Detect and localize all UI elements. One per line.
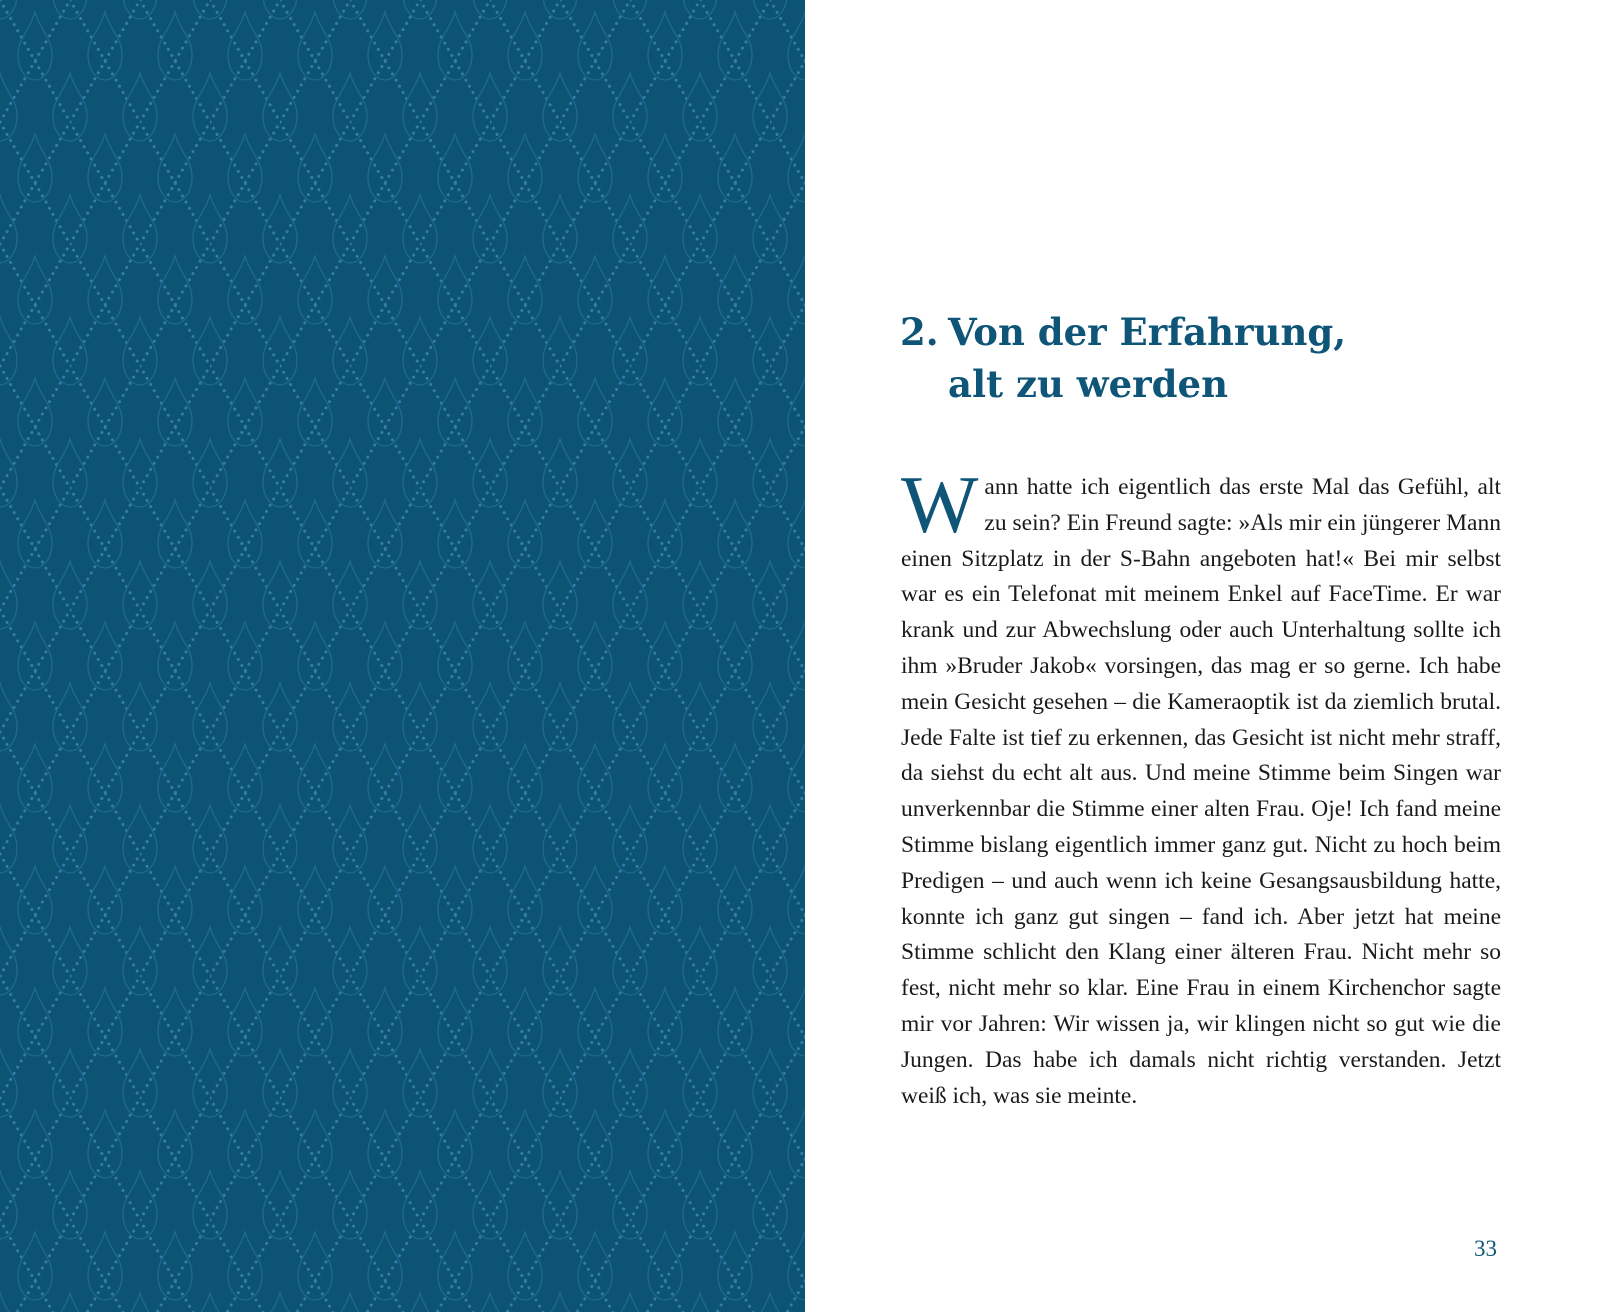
drop-cap: W (901, 459, 979, 550)
chapter-title-line1: Von der Erfahrung, (948, 310, 1347, 354)
chapter-number: 2. (900, 310, 939, 354)
body-paragraph-text: ann hatte ich eigentlich das erste Mal das Gefühl, alt zu sein? Ein Freund sagte: »Als mir ein jüngerer Mann einen Sitzplatz in der S-Bahn angeboten hat!« Bei mir selbst war es ein Telefonat mit meinem Enkel auf FaceTime. Er war krank und zur Abwechslung oder auch Unterhaltung sollte ich ihm »Bruder Jakob« vorsingen, das mag er so gerne. Ich habe mein Gesicht gesehen – die Kameraoptik ist da ziemlich brutal. Jede Falte ist tief zu erkennen, das Gesicht ist nicht mehr straff, da siehst du echt alt aus. Und meine Stimme beim Singen war unverkennbar die Stimme einer alten Frau. Oje! Ich fand meine Stimme bislang eigentlich immer ganz gut. Nicht zu hoch beim Predigen – und auch wenn ich keine Gesangsausbildung hatte, konnte ich ganz gut singen – fand ich. Aber jetzt hat meine Stimme schlicht den Klang einer älteren Frau. Nicht mehr so fest, nicht mehr so klar. Eine Frau in einem Kirchenchor sagte mir vor Jahren: Wir wissen ja, wir klingen nicht so gut wie die Jungen. Das habe ich damals nicht richtig verstanden. Jetzt weiß ich, was sie meinte. (901, 474, 1501, 1109)
page-number: 33 (1474, 1236, 1497, 1261)
body-paragraph (901, 459, 1501, 1114)
chapter-title-line2: alt zu werden (948, 362, 1228, 406)
text-page (805, 0, 1600, 1312)
chapter-title (900, 306, 1346, 410)
